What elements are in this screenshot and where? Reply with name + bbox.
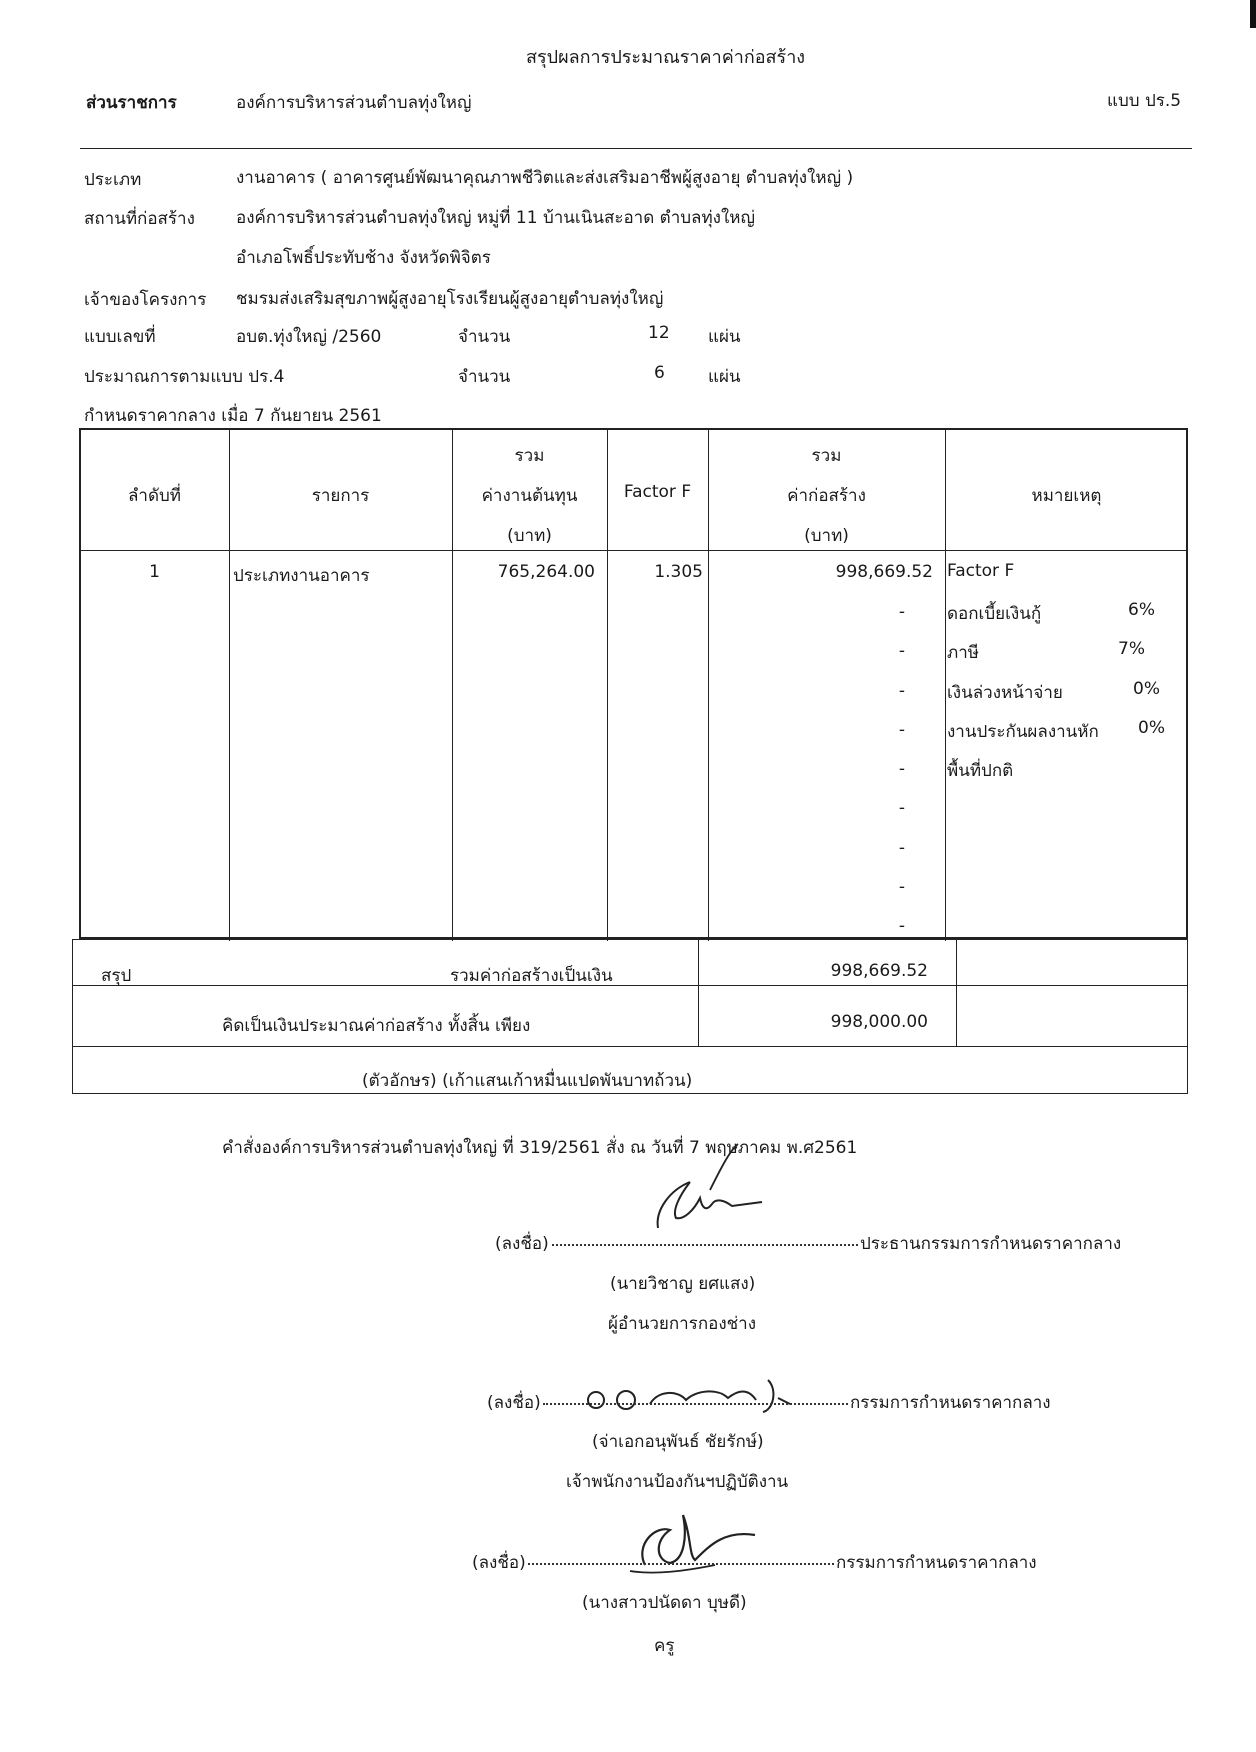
remark-label: Factor F bbox=[947, 561, 1015, 581]
th-total-l2: ค่าก่อสร้าง bbox=[787, 486, 866, 506]
empty-dash: - bbox=[898, 641, 905, 661]
plan-qty: 12 bbox=[648, 323, 670, 343]
form-code: แบบ ปร.5 bbox=[1107, 91, 1182, 111]
estimate-label: ประมาณการตามแบบ ปร.4 bbox=[84, 367, 285, 387]
th-item: รายการ bbox=[311, 486, 370, 506]
summary-in-words: (ตัวอักษร) (เก้าแสนเก้าหมื่นแปดพันบาทถ้วน) bbox=[362, 1071, 693, 1091]
location-line1: องค์การบริหารส่วนตำบลทุ่งใหญ่ หมู่ที่ 11 บ้านเนินสะอาด ตำบลทุ่งใหญ่ bbox=[236, 208, 755, 228]
order-reference: คำสั่งองค์การบริหารส่วนตำบลทุ่งใหญ่ ที่ 319/2561 สั่ง ณ วันที่ 7 พฤษภาคม พ.ศ2561 bbox=[222, 1138, 858, 1158]
type-label: ประเภท bbox=[84, 170, 142, 190]
empty-dash: - bbox=[898, 681, 905, 701]
th-cost-l2: ค่างานต้นทุน bbox=[481, 486, 578, 506]
remark-label: พื้นที่ปกติ bbox=[947, 761, 1014, 781]
row-item: ประเภทงานอาคาร bbox=[233, 566, 370, 586]
row-cost: 765,264.00 bbox=[497, 562, 595, 582]
sign-name-3: (นางสาวปนัดดา บุษดี) bbox=[582, 1593, 747, 1613]
estimate-qty: 6 bbox=[654, 363, 665, 383]
signature-line-2 bbox=[543, 1387, 848, 1405]
plan-label: แบบเลขที่ bbox=[84, 327, 156, 347]
th-total-l1: รวม bbox=[811, 446, 842, 466]
plan-qty-label: จำนวน bbox=[458, 327, 511, 347]
sign-role-3: กรรมการกำหนดราคากลาง bbox=[836, 1553, 1037, 1573]
sign-position-2: เจ้าพนักงานป้องกันฯปฏิบัติงาน bbox=[566, 1472, 789, 1492]
sign-role-2: กรรมการกำหนดราคากลาง bbox=[850, 1393, 1051, 1413]
location-line2: อำเภอโพธิ์ประทับช้าง จังหวัดพิจิตร bbox=[236, 248, 491, 268]
owner-label: เจ้าของโครงการ bbox=[84, 290, 207, 310]
plan-value: อบต.ทุ่งใหญ่ /2560 bbox=[236, 327, 382, 347]
summary-rounded-label: คิดเป็นเงินประมาณค่าก่อสร้าง ทั้งสิ้น เพียง bbox=[222, 1016, 531, 1036]
summary-rounded-value: 998,000.00 bbox=[830, 1012, 928, 1032]
scan-edge-mark bbox=[1250, 0, 1256, 28]
sign-role-1: ประธานกรรมการกำหนดราคากลาง bbox=[860, 1234, 1122, 1254]
owner-value: ชมรมส่งเสริมสุขภาพผู้สูงอายุโรงเรียนผู้สูงอายุตำบลทุ่งใหญ่ bbox=[236, 289, 664, 309]
type-value: งานอาคาร ( อาคารศูนย์พัฒนาคุณภาพชีวิตและส่งเสริมอาชีพผู้สูงอายุ ตำบลทุ่งใหญ่ ) bbox=[236, 168, 854, 188]
estimate-qty-label: จำนวน bbox=[458, 367, 511, 387]
signature-3-mark bbox=[625, 1505, 765, 1580]
summary-total-label: รวมค่าก่อสร้างเป็นเงิน bbox=[450, 966, 613, 986]
th-no: ลำดับที่ bbox=[127, 486, 181, 506]
location-label: สถานที่ก่อสร้าง bbox=[84, 209, 195, 229]
price-date: กำหนดราคากลาง เมื่อ 7 กันยายน 2561 bbox=[84, 406, 382, 426]
agency-value: องค์การบริหารส่วนตำบลทุ่งใหญ่ bbox=[236, 93, 472, 113]
empty-dash: - bbox=[898, 759, 905, 779]
signature-line-1 bbox=[552, 1228, 858, 1246]
remark-value: 0% bbox=[1138, 718, 1165, 738]
th-cost-l3: (บาท) bbox=[507, 526, 552, 546]
empty-dash: - bbox=[898, 720, 905, 740]
sign-name-1: (นายวิชาญ ยศแสง) bbox=[610, 1274, 756, 1294]
remark-value: 0% bbox=[1133, 679, 1160, 699]
header-divider bbox=[80, 148, 1192, 149]
summary-total-row bbox=[72, 939, 1188, 986]
remark-label: งานประกันผลงานหัก bbox=[947, 722, 1099, 742]
summary-label: สรุป bbox=[101, 966, 132, 986]
col-divider-3 bbox=[607, 428, 608, 941]
empty-dash: - bbox=[898, 916, 905, 936]
document-title: สรุปผลการประมาณราคาค่าก่อสร้าง bbox=[526, 47, 806, 68]
empty-dash: - bbox=[898, 838, 905, 858]
remark-label: เงินล่วงหน้าจ่าย bbox=[947, 683, 1063, 703]
sign-prefix-2: (ลงชื่อ) bbox=[487, 1393, 541, 1413]
empty-dash: - bbox=[898, 602, 905, 622]
sign-name-2: (จ่าเอกอนุพันธ์ ชัยรักษ์) bbox=[592, 1432, 764, 1452]
sign-prefix-3: (ลงชื่อ) bbox=[472, 1553, 526, 1573]
row-no: 1 bbox=[149, 562, 160, 582]
summary-total-value: 998,669.52 bbox=[830, 961, 928, 981]
row-factor: 1.305 bbox=[654, 562, 703, 582]
signature-line-3 bbox=[528, 1547, 834, 1565]
th-total-l3: (บาท) bbox=[804, 526, 849, 546]
signature-1-mark bbox=[650, 1140, 770, 1235]
th-remark: หมายเหตุ bbox=[1031, 486, 1102, 506]
agency-label: ส่วนราชการ bbox=[86, 93, 177, 113]
row-total: 998,669.52 bbox=[835, 562, 933, 582]
remark-label: ภาษี bbox=[947, 643, 979, 663]
header-row-divider bbox=[79, 550, 1188, 551]
remark-value: 7% bbox=[1118, 639, 1145, 659]
th-cost-l1: รวม bbox=[514, 446, 545, 466]
empty-dash: - bbox=[898, 877, 905, 897]
remark-label: ดอกเบี้ยเงินกู้ bbox=[947, 604, 1042, 624]
empty-dash: - bbox=[898, 798, 905, 818]
summary-divider-2 bbox=[956, 939, 957, 1047]
remark-value: 6% bbox=[1128, 600, 1155, 620]
sign-prefix-1: (ลงชื่อ) bbox=[495, 1234, 549, 1254]
plan-unit: แผ่น bbox=[708, 327, 741, 347]
sign-position-3: ครู bbox=[654, 1636, 675, 1656]
estimate-unit: แผ่น bbox=[708, 367, 741, 387]
sign-position-1: ผู้อำนวยการกองช่าง bbox=[608, 1314, 757, 1334]
th-factor: Factor F bbox=[623, 482, 692, 502]
